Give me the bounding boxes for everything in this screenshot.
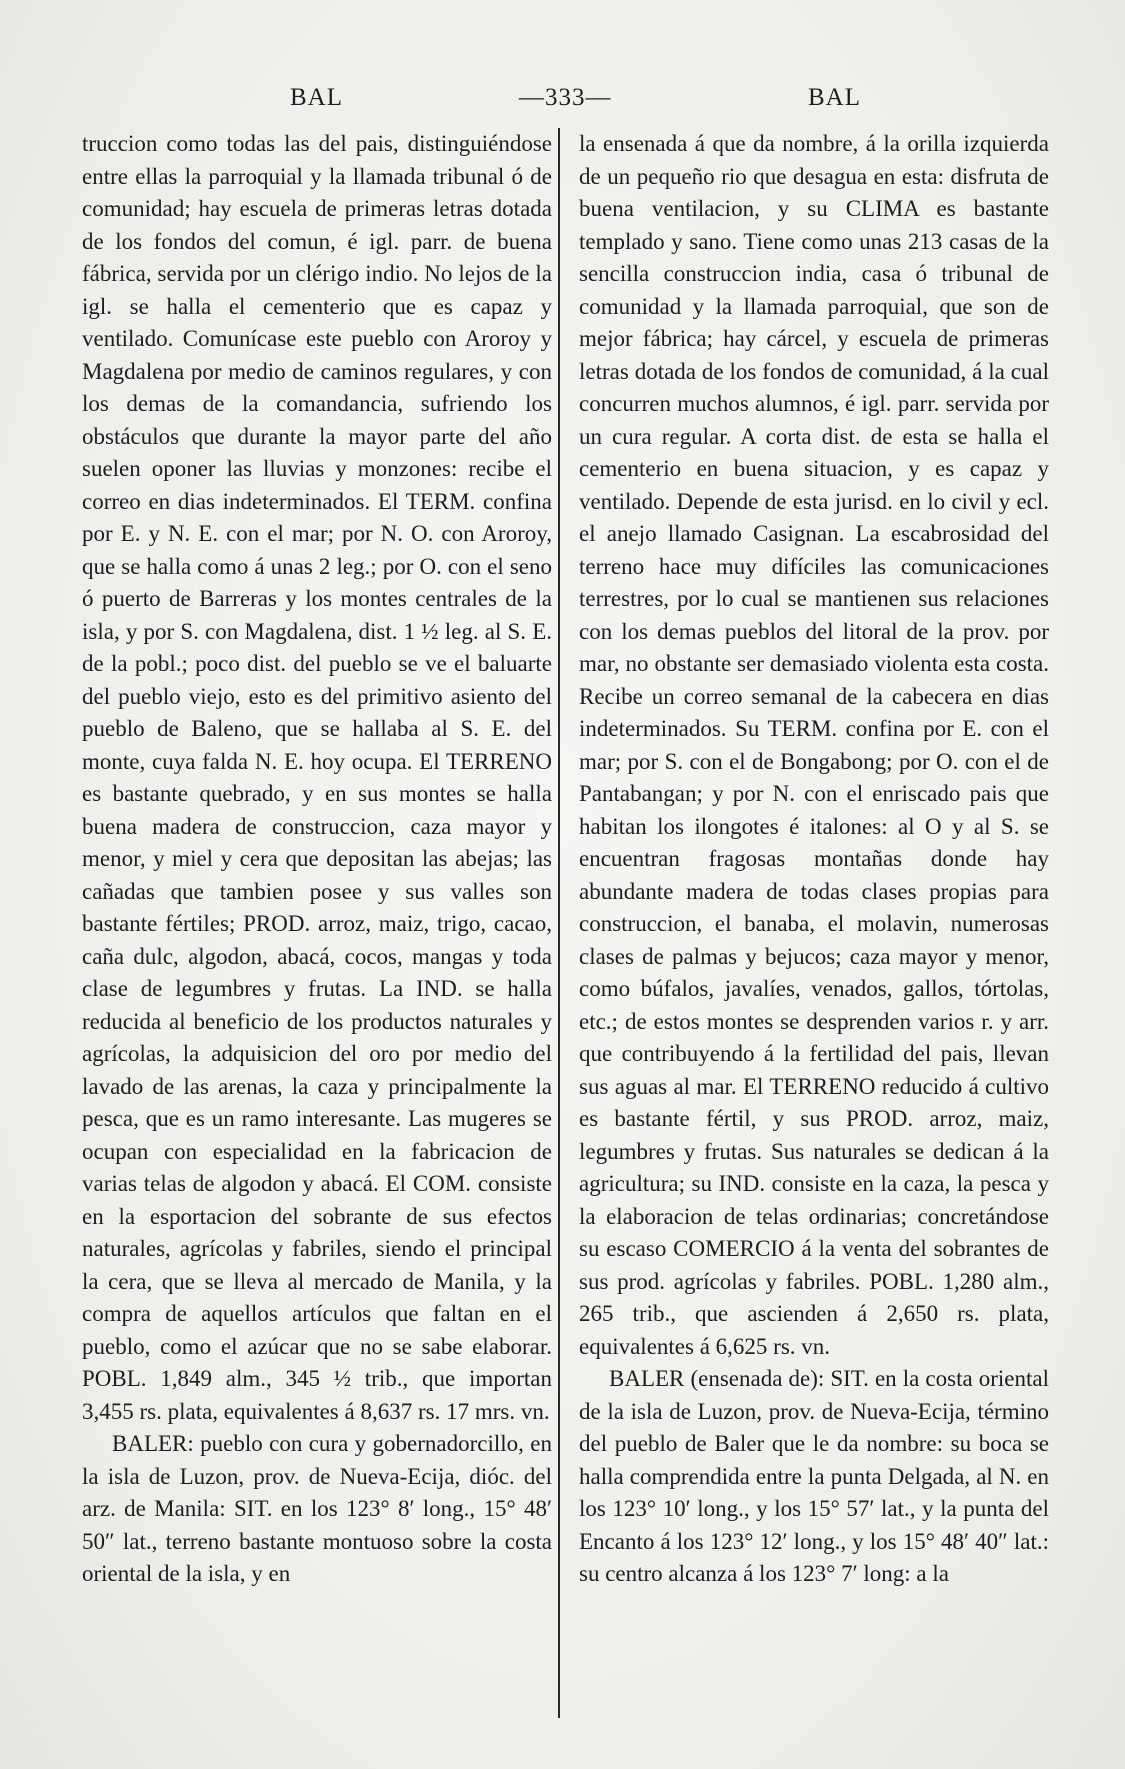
left-column [82, 128, 552, 1591]
header-left: BAL [290, 84, 343, 111]
column-divider [558, 128, 560, 1718]
left-column-entry-baler: BALER: pueblo con cura y gobernadorcillo, en la isla de Luzon, prov. de Nueva-Ecija, dióc. del arz. de Manila: SIT. en los 123° 8′ long., 15° 48′ 50″ lat., terreno bastante montuoso sobre la costa oriental de la isla, y en [82, 1431, 552, 1586]
header-right: BAL [808, 84, 861, 111]
page-number: —333— [519, 84, 612, 111]
right-column-entry-baler-ensenada: BALER (ensenada de): SIT. en la costa oriental de la isla de Luzon, prov. de Nueva-Ecija, término del pueblo de Baler que le da nombre: su boca se halla comprendida entre la punta Delgada, al N. en los 123° 10′ long., y los 15° 57′ lat., y la punta del Encanto á los 123° 12′ long., y los 15° 48′ 40″ lat.: su centro alcanza á los 123° 7′ long: a la [579, 1366, 1049, 1586]
right-column-paragraph-1: la ensenada á que da nombre, á la orilla izquierda de un pequeño rio que desagua en esta: disfruta de buena ventilacion, y su CLIMA es bastante templado y sano. Tiene como unas 213 casas de la sencilla construccion india, casa ó tribunal de comunidad y la llamada parroquial, que son de mejor fábrica; hay cárcel, y escuela de primeras letras dotada de los fondos de comunidad, á la cual concurren muchos alumnos, é igl. parr. servida por un cura regular. A corta dist. de esta se halla el cementerio en buena situacion, y es capaz y ventilado. Depende de esta jurisd. en lo civil y ecl. el anejo llamado Casignan. La escabrosidad del terreno hace muy difíciles las comunicaciones terrestres, por lo cual se mantienen sus relaciones con los demas pueblos del litoral de la prov. por mar, no obstante ser demasiado violenta esta costa. Recibe un correo semanal de la cabecera en dias indeterminados. Su TERM. confina por E. con el mar; por S. con el de Bongabong; por O. con el de Pantabangan; y por N. con el enriscado pais que habitan los ilongotes é italones: al O y al S. se encuentran fragosas montañas donde hay abundante madera de todas clases propias para construccion, el banaba, el molavin, numerosas clases de palmas y bejucos; caza mayor y menor, como búfalos, javalíes, venados, gallos, tórtolas, etc.; de estos montes se desprenden varios r. y arr. que contribuyendo á la fertilidad del pais, llevan sus aguas al mar. El TERRENO reducido á cultivo es bastante fértil, y sus PROD. arroz, maiz, legumbres y frutas. Sus naturales se dedican á la agricultura; su IND. consiste en la caza, la pesca y la elaboracion de telas ordinarias; concretándose su escaso COMERCIO á la venta del sobrantes de sus prod. agrícolas y fabriles. POBL. 1,280 alm., 265 trib., que ascienden á 2,650 rs. plata, equivalentes á 6,625 rs. vn. [579, 131, 1049, 1359]
right-column [579, 128, 1049, 1591]
running-header [0, 84, 1125, 114]
left-column-paragraph-1: truccion como todas las del pais, distinguiéndose entre ellas la parroquial y la llamada tribunal ó de comunidad; hay escuela de primeras letras dotada de los fondos del comun, é igl. parr. de buena fábrica, servida por un clérigo indio. No lejos de la igl. se halla el cementerio que es capaz y ventilado. Comunícase este pueblo con Aroroy y Magdalena por medio de caminos regulares, y con los demas de la comandancia, sufriendo los obstáculos que durante la mayor parte del año suelen oponer las lluvias y monzones: recibe el correo en dias indeterminados. El TERM. confina por E. y N. E. con el mar; por N. O. con Aroroy, que se halla como á unas 2 leg.; por O. con el seno ó puerto de Barreras y los montes centrales de la isla, y por S. con Magdalena, dist. 1 ½ leg. al S. E. de la pobl.; poco dist. del pueblo se ve el baluarte del pueblo viejo, esto es del primitivo asiento del pueblo de Baleno, que se hallaba al S. E. del monte, cuya falda N. E. hoy ocupa. El TERRENO es bastante quebrado, y en sus montes se halla buena madera de construccion, caza mayor y menor, y miel y cera que depositan las abejas; las cañadas que tambien posee y sus valles son bastante fértiles; PROD. arroz, maiz, trigo, cacao, caña dulc, algodon, abacá, cocos, mangas y toda clase de legumbres y frutas. La IND. se halla reducida al beneficio de los productos naturales y agrícolas, la adquisicion del oro por medio del lavado de las arenas, la caza y principalmente la pesca, que es un ramo interesante. Las mugeres se ocupan con especialidad en la fabricacion de varias telas de algodon y abacá. El COM. consiste en la esportacion del sobrante de sus efectos naturales, agrícolas y fabriles, siendo el principal la cera, que se lleva al mercado de Manila, y la compra de aquellos artículos que faltan en el pueblo, como el azúcar que no se sabe elaborar. POBL. 1,849 alm., 345 ½ trib., que importan 3,455 rs. plata, equivalentes á 8,637 rs. 17 mrs. vn. [82, 131, 552, 1424]
